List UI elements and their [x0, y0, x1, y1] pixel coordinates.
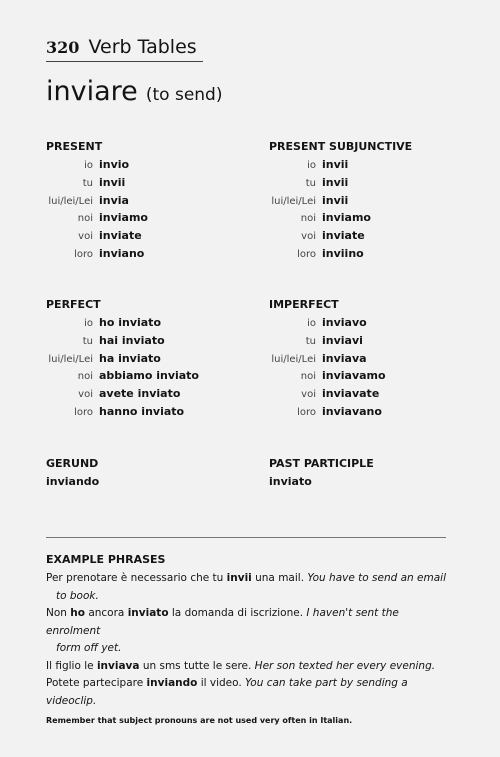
verb-form: inviamo [322, 211, 371, 225]
conjugation-row [46, 192, 251, 210]
example-translation: You can take part by sending a videoclip. [46, 677, 408, 707]
footnote: Remember that subject pronouns are not used very often in Italian. [46, 716, 353, 725]
tense-present-subjunctive [269, 138, 474, 263]
example-text: Non [46, 607, 71, 619]
pronoun: lui/lei/Lei [271, 353, 316, 365]
verb-form: hanno inviato [99, 404, 185, 418]
example-translation: form off yet. [56, 642, 122, 654]
verb-form: inviavamo [322, 369, 386, 383]
example-text: Per prenotare è necessario che tu [46, 572, 227, 584]
example-translation: to book. [56, 589, 99, 602]
pronoun: lui/lei/Lei [48, 195, 93, 207]
tense-present [46, 138, 251, 263]
verb-form: invio [99, 158, 130, 171]
verb-form: inviando [46, 475, 100, 488]
conjugation-row [269, 209, 474, 227]
pronoun: noi [300, 371, 316, 383]
verb-form: inviava [322, 351, 367, 365]
verb-form: inviano [99, 246, 145, 260]
conjugation-row [46, 209, 251, 227]
pronoun: voi [301, 389, 316, 401]
example-text: un sms tutte le sere. [139, 659, 255, 672]
pronoun: lui/lei/Lei [271, 195, 316, 207]
conjugation-row [269, 403, 474, 421]
conjugation-row [46, 156, 251, 174]
verb-form: inviino [322, 246, 364, 260]
verb-form: ha inviato [99, 351, 161, 365]
verb-form: invii [322, 193, 349, 207]
conjugation-row [269, 227, 474, 245]
verb-form: inviamo [99, 211, 148, 225]
pronoun: loro [74, 406, 93, 418]
pronoun: voi [78, 231, 93, 243]
pronoun: io [307, 318, 316, 329]
example-text: Il figlio le [46, 659, 97, 672]
pronoun: tu [305, 335, 316, 347]
pronoun: loro [297, 406, 316, 418]
conjugation-row [269, 156, 474, 174]
verb-form: inviavi [322, 333, 363, 347]
conjugation-row [269, 174, 474, 192]
examples-heading: EXAMPLE PHRASES [46, 553, 166, 566]
tense-heading: IMPERFECT [269, 298, 339, 311]
pronoun: noi [77, 213, 93, 225]
verb-form: inviavate [322, 387, 380, 401]
tense-heading: PRESENT SUBJUNCTIVE [269, 140, 413, 153]
pronoun: loro [74, 248, 93, 260]
verb-form: inviato [269, 475, 312, 488]
pronoun: voi [78, 389, 93, 401]
example-text: il video. [197, 677, 246, 689]
verb-infinitive: inviare [46, 76, 138, 107]
conjugation-row [46, 332, 251, 350]
verb-form: avete inviato [99, 387, 181, 401]
example-phrase [46, 658, 456, 676]
conjugation-row [46, 245, 251, 263]
example-verb: invii [226, 572, 252, 584]
pronoun: noi [300, 213, 316, 225]
verb-form: inviate [322, 229, 365, 243]
verb-translation: (to send) [145, 85, 223, 105]
tense-heading: GERUND [46, 457, 99, 470]
verb-form: abbiamo inviato [99, 369, 199, 383]
verb-form: invii [322, 175, 349, 189]
conjugation-row [46, 174, 251, 192]
conjugation-row [46, 350, 251, 368]
page-number: 320 [46, 38, 80, 57]
conjugation-row [269, 367, 474, 385]
pronoun: noi [77, 371, 93, 383]
pronoun: lui/lei/Lei [48, 353, 93, 365]
pronoun: io [84, 160, 93, 171]
example-translation: I haven't sent the enrolment [46, 607, 399, 637]
example-phrase [46, 570, 456, 605]
pronoun: io [307, 160, 316, 171]
tense-heading: PERFECT [46, 298, 101, 311]
pronoun: loro [297, 248, 316, 260]
tense-heading: PAST PARTICIPLE [269, 457, 374, 470]
conjugation-row [269, 314, 474, 332]
example-verb: inviava [96, 659, 140, 672]
verb-form: inviate [99, 229, 142, 243]
verb-form: invii [322, 158, 349, 171]
verb-form: invia [99, 193, 129, 207]
example-phrase [46, 605, 456, 658]
tense-imperfect [269, 296, 474, 421]
tense-heading: PRESENT [46, 140, 103, 153]
tense-gerund [46, 455, 251, 491]
conjugation-row [46, 367, 251, 385]
conjugation-row [269, 385, 474, 403]
example-phrase [46, 675, 456, 710]
pronoun: io [84, 318, 93, 329]
verb-form: ho inviato [99, 316, 161, 329]
example-translation: Her son texted her every evening. [254, 659, 436, 672]
pronoun: tu [82, 177, 93, 189]
verb-form: inviavano [322, 404, 382, 418]
example-text: la domanda di iscrizione. [168, 607, 307, 619]
pronoun: voi [301, 231, 316, 243]
conjugation-row [46, 403, 251, 421]
example-verb: inviando [146, 677, 198, 689]
conjugation-row [269, 245, 474, 263]
example-text: una mail. [251, 572, 308, 584]
verb-form: invii [99, 175, 126, 189]
example-verb: inviato [127, 607, 169, 619]
pronoun: tu [305, 177, 316, 189]
verb-title [46, 76, 222, 107]
tense-past-participle [269, 455, 474, 491]
conjugation-row [46, 227, 251, 245]
verb-form: hai inviato [99, 333, 165, 347]
conjugation-row [46, 385, 251, 403]
section-title: Verb Tables [88, 36, 197, 58]
example-phrases [46, 553, 456, 710]
conjugation-row [46, 314, 251, 332]
conjugation-row [269, 192, 474, 210]
section-divider [46, 537, 446, 538]
conjugation-row [269, 350, 474, 368]
page-header [46, 36, 203, 62]
verb-form: inviavo [322, 316, 367, 329]
conjugation-row [269, 332, 474, 350]
pronoun: tu [82, 335, 93, 347]
example-text: Potete partecipare [46, 677, 147, 689]
example-translation: You have to send an email [307, 572, 447, 584]
tense-perfect [46, 296, 251, 421]
example-text: ancora [84, 607, 128, 619]
example-verb: ho [70, 607, 85, 619]
